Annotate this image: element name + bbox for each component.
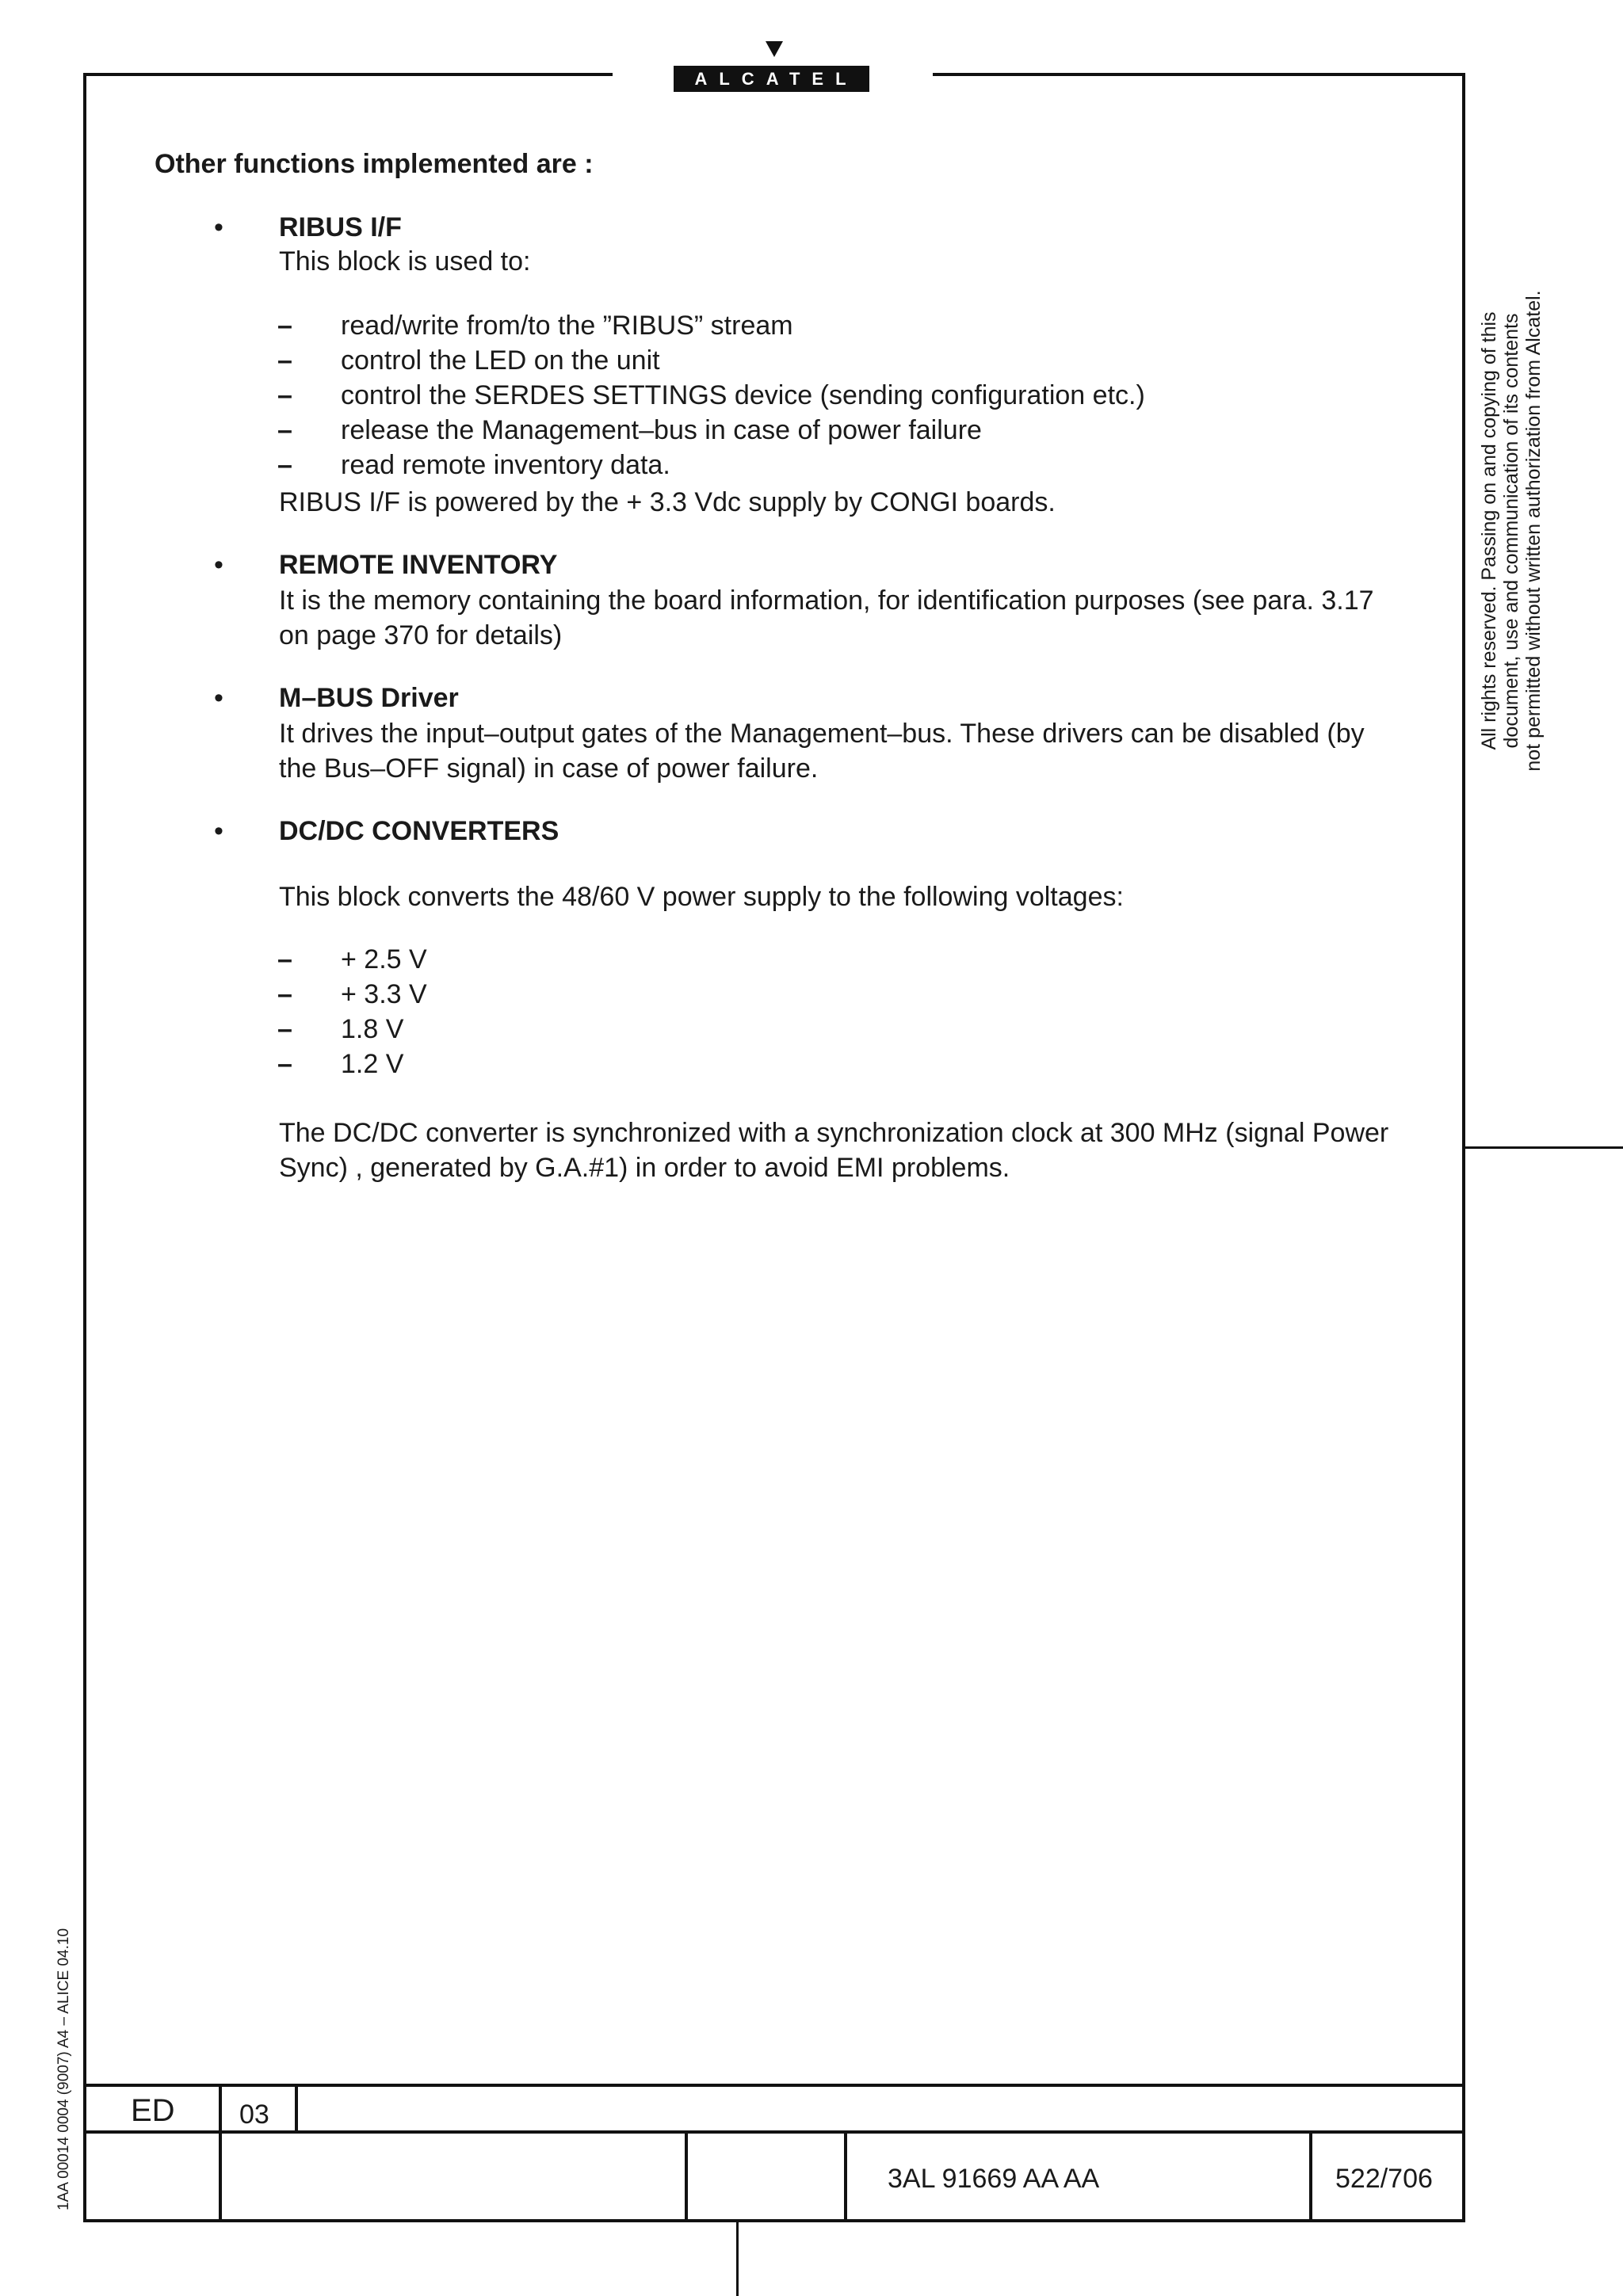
bullet-icon: •: [214, 816, 223, 846]
paragraph-line: It is the memory containing the board information, for identification purposes (see para. 3.17: [279, 585, 1374, 616]
logo-text: ALCATEL: [694, 68, 858, 89]
paragraph-line: The DC/DC converter is synchronized with a synchronization clock at 300 MHz (signal Power: [279, 1118, 1389, 1148]
dash-icon: –: [277, 1049, 292, 1079]
frame-left-border: [83, 73, 86, 2222]
edition-label: ED: [131, 2093, 175, 2128]
dash-icon: –: [277, 1014, 292, 1044]
list-item: control the SERDES SETTINGS device (sending configuration etc.): [341, 380, 1145, 410]
section-title-dcdc: DC/DC CONVERTERS: [279, 816, 559, 846]
paragraph-line: It drives the input–output gates of the Management–bus. These drivers can be disabled (by: [279, 719, 1365, 749]
list-item: read/write from/to the ”RIBUS” stream: [341, 311, 793, 341]
list-item: control the LED on the unit: [341, 345, 660, 376]
list-item: + 3.3 V: [341, 979, 427, 1009]
bullet-icon: •: [214, 212, 223, 242]
section-title-remote-inventory: REMOTE INVENTORY: [279, 550, 558, 580]
list-item: release the Management–bus in case of power failure: [341, 415, 982, 445]
frame-top-border-left: [83, 73, 613, 76]
document-number: 3AL 91669 AA AA: [888, 2164, 1100, 2194]
title-block-middle-line: [83, 2130, 1465, 2134]
title-block-divider: [1309, 2130, 1312, 2222]
logo-triangle-icon: [766, 41, 783, 57]
binding-mark: [736, 2222, 739, 2296]
dash-icon: –: [277, 944, 292, 974]
section-intro-dcdc: This block converts the 48/60 V power supply to the following voltages:: [279, 882, 1124, 912]
list-item: + 2.5 V: [341, 944, 427, 974]
title-block-top-line: [83, 2084, 1465, 2087]
list-item: 1.8 V: [341, 1014, 404, 1044]
bullet-icon: •: [214, 683, 223, 713]
dash-icon: –: [277, 380, 292, 410]
paragraph-line: the Bus–OFF signal) in case of power failure.: [279, 753, 819, 784]
frame-top-border-right: [933, 73, 1465, 76]
edition-value: 03: [239, 2100, 269, 2130]
section-outro-ribus: RIBUS I/F is powered by the + 3.3 Vdc supply by CONGI boards.: [279, 487, 1056, 517]
rights-notice: [1478, 261, 1545, 800]
fold-mark: [1465, 1146, 1623, 1149]
dash-icon: –: [277, 979, 292, 1009]
title-block-bottom-line: [83, 2219, 1465, 2222]
section-title-mbus-driver: M–BUS Driver: [279, 683, 459, 713]
paragraph-line: Sync) , generated by G.A.#1) in order to avoid EMI problems.: [279, 1153, 1010, 1183]
intro-heading: Other functions implemented are :: [155, 149, 594, 179]
dash-icon: –: [277, 450, 292, 480]
section-title-ribus: RIBUS I/F: [279, 212, 402, 242]
dash-icon: –: [277, 345, 292, 376]
rights-notice-line: document, use and communication of its contents: [1500, 313, 1522, 749]
paragraph-line: on page 370 for details): [279, 620, 563, 650]
rights-notice-line: not permitted without written authorization from Alcatel.: [1522, 290, 1545, 772]
section-intro-ribus: This block is used to:: [279, 246, 531, 277]
title-block-divider: [295, 2084, 298, 2132]
page-number: 522/706: [1335, 2164, 1433, 2194]
title-block-divider: [219, 2084, 222, 2222]
document-form-code: 1AA 00014 0004 (9007) A4 – ALICE 04.10: [55, 1928, 72, 2210]
rights-notice-line: All rights reserved. Passing on and copying of this: [1478, 311, 1500, 750]
dash-icon: –: [277, 415, 292, 445]
list-item: read remote inventory data.: [341, 450, 670, 480]
dash-icon: –: [277, 311, 292, 341]
title-block-divider: [685, 2130, 688, 2222]
bullet-icon: •: [214, 550, 223, 580]
title-block-divider: [844, 2130, 847, 2222]
alcatel-logo: [674, 66, 869, 92]
list-item: 1.2 V: [341, 1049, 404, 1079]
